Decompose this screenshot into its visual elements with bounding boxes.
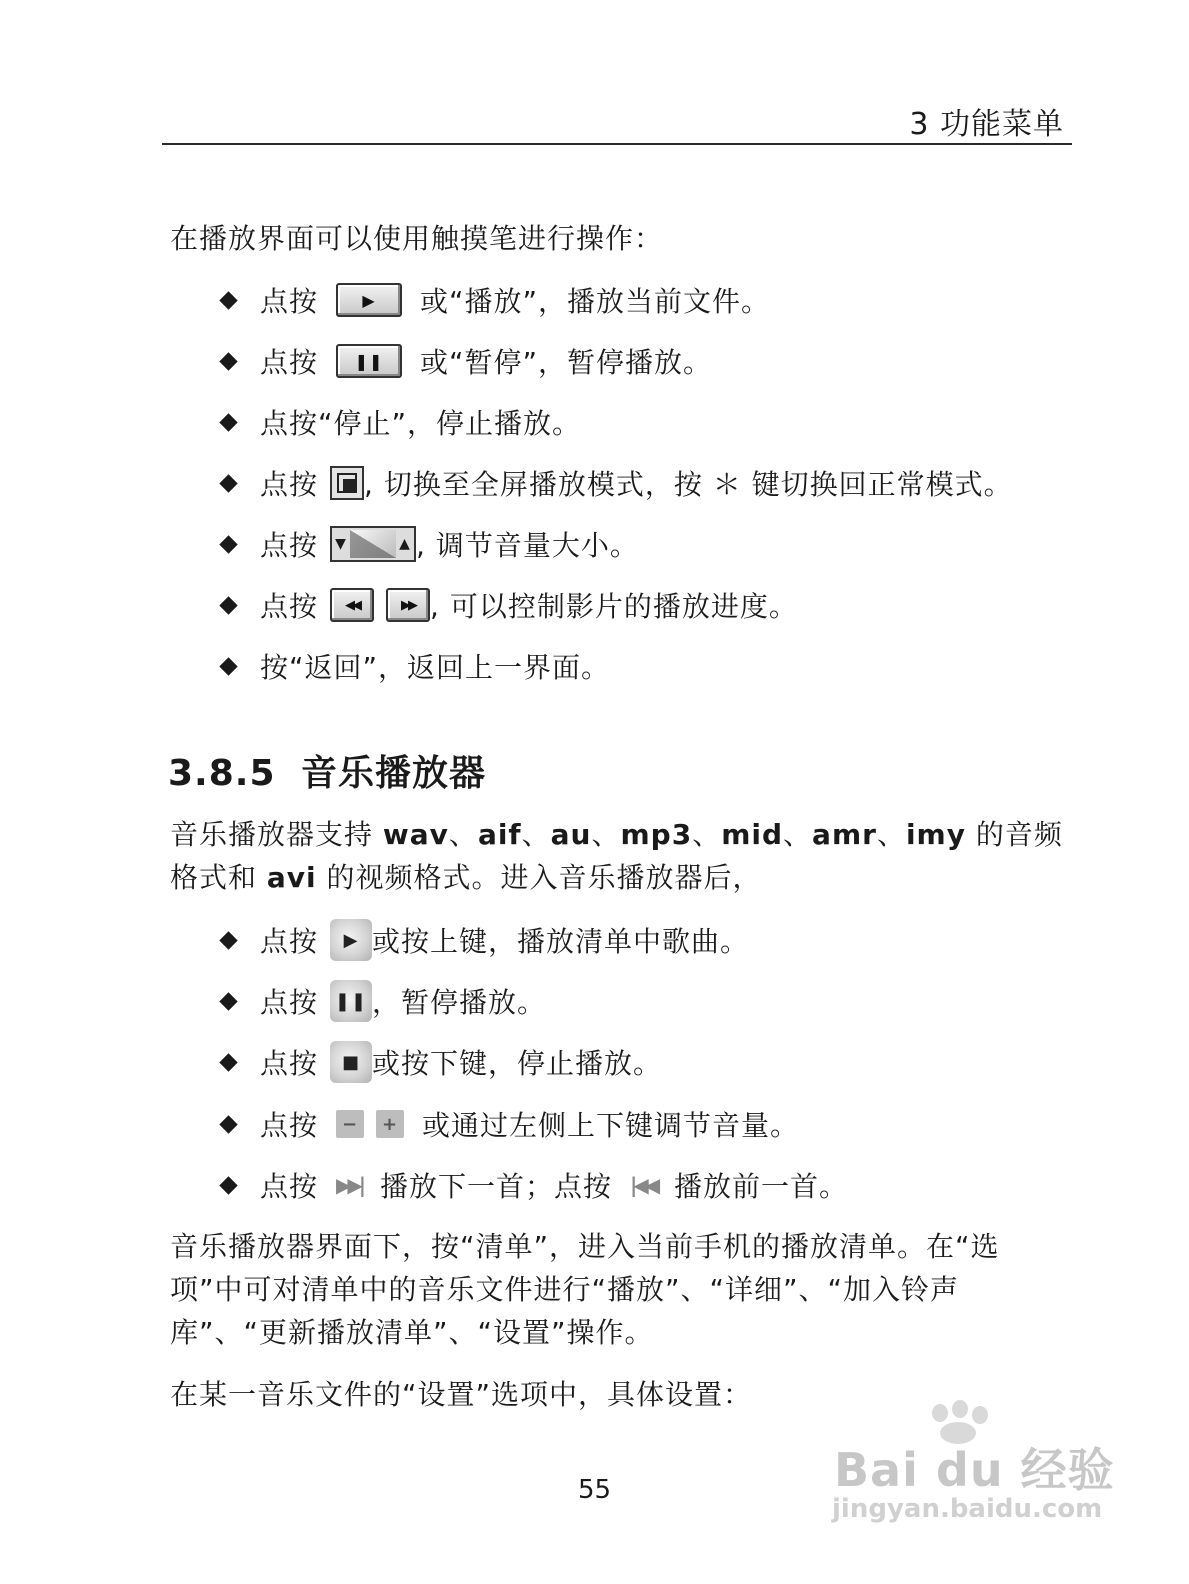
pause-button-icon: ❚❚	[336, 344, 402, 378]
diamond-bullet-icon	[219, 535, 237, 553]
bullet-post: , 调节音量大小。	[416, 529, 639, 562]
playlist-paragraph: 音乐播放器界面下，按“清单”，进入当前手机的播放清单。在“选项”中可对清单中的音乐文件进行“播放”、“详细”、“加入铃声库”、“更新播放清单”、“设置”操作。	[170, 1230, 1000, 1349]
separator: 、	[692, 818, 722, 851]
bullet-pre: 按“返回”，返回上一界面。	[260, 651, 611, 684]
previous-track-icon: |◀◀	[630, 1173, 657, 1197]
diamond-bullet-icon	[219, 352, 237, 370]
bullet-pre: 点按“停止”，停止播放。	[260, 407, 582, 440]
bullet-back	[222, 644, 610, 688]
diamond-bullet-icon	[219, 992, 237, 1010]
bullet-play	[222, 278, 770, 322]
bullet-music-pause	[222, 979, 546, 1023]
bullet-pre: 点按	[260, 468, 319, 501]
bullet-post: ，暂停播放。	[372, 986, 547, 1019]
running-header	[162, 95, 1072, 145]
bullet-post: 或按上键，播放清单中歌曲。	[372, 925, 750, 958]
bullet-post: 播放前一首。	[674, 1170, 849, 1203]
intro-text-3: 的视频格式。进入音乐播放器后，	[316, 861, 762, 894]
intro-text: 在播放界面可以使用触摸笔进行操作：	[170, 222, 664, 255]
bullet-music-skip	[222, 1163, 848, 1207]
bullet-pre: 点按	[260, 590, 319, 623]
diamond-bullet-icon	[219, 1053, 237, 1071]
bullet-pre: 点按	[260, 346, 319, 379]
play-button-icon: ▶	[336, 283, 402, 317]
bullet-pre: 点按	[260, 1109, 319, 1142]
bullet-pre: 点按	[260, 529, 319, 562]
section-title: 音乐播放器	[301, 753, 487, 794]
intro-text-1: 音乐播放器支持	[170, 818, 383, 851]
bullet-fullscreen	[222, 461, 1013, 505]
music-intro	[170, 813, 1070, 899]
diamond-bullet-icon	[219, 596, 237, 614]
bullet-post: 或“暂停”，暂停播放。	[420, 346, 713, 379]
section-number: 3.8.5	[168, 753, 276, 794]
watermark-url: jingyan.baidu.com	[832, 1494, 1103, 1524]
format-mid: mid	[721, 818, 784, 851]
volume-down-icon: −	[336, 1110, 364, 1138]
bullet-post: , 切换至全屏播放模式，按 ＊ 键切换回正常模式。	[364, 468, 1013, 501]
bullet-post: , 可以控制影片的播放进度。	[430, 590, 798, 623]
bullet-post: 或通过左侧上下键调节音量。	[422, 1109, 800, 1142]
volume-up-icon: +	[376, 1110, 404, 1138]
bullet-volume	[222, 522, 639, 566]
separator: 、	[521, 818, 551, 851]
format-aif: aif	[477, 818, 522, 851]
bullet-stop	[222, 400, 581, 444]
format-mp3: mp3	[620, 818, 693, 851]
format-imy: imy	[905, 818, 966, 851]
bullet-pre: 点按	[260, 1170, 319, 1203]
bullet-pre: 点按	[260, 285, 319, 318]
diamond-bullet-icon	[219, 657, 237, 675]
bullet-seek	[222, 583, 798, 627]
fast-forward-icon: ▶▶	[386, 588, 430, 622]
header-title: 3 功能菜单	[909, 107, 1064, 142]
next-track-icon: ▶▶|	[336, 1173, 363, 1197]
diamond-bullet-icon	[219, 1176, 237, 1194]
diamond-bullet-icon	[219, 931, 237, 949]
separator: 、	[876, 818, 906, 851]
bullet-pre: 点按	[260, 1047, 319, 1080]
bullet-mid: 播放下一首；点按	[380, 1170, 613, 1203]
volume-slider-icon: ▼ ▲	[330, 526, 416, 562]
bullet-pre: 点按	[260, 986, 319, 1019]
watermark-logo: Bai du 经验	[834, 1443, 1115, 1497]
format-amr: amr	[812, 818, 877, 851]
rewind-icon: ◀◀	[330, 588, 374, 622]
separator: 、	[448, 818, 478, 851]
bullet-pause	[222, 339, 712, 383]
diamond-bullet-icon	[219, 474, 237, 492]
bullet-post: 或按下键，停止播放。	[372, 1047, 663, 1080]
bullet-post: 或“播放”，播放当前文件。	[420, 285, 771, 318]
format-au: au	[550, 818, 592, 851]
music-pause-icon: ❚❚	[330, 980, 372, 1022]
baidu-watermark	[820, 1400, 1120, 1540]
separator: 、	[783, 818, 813, 851]
bullet-pre: 点按	[260, 925, 319, 958]
music-play-icon: ▶	[330, 919, 372, 961]
intro-text-2: 的音频格式和	[170, 818, 1063, 894]
settings-paragraph: 在某一音乐文件的“设置”选项中，具体设置：	[170, 1378, 753, 1411]
music-stop-icon: ■	[330, 1041, 372, 1083]
format-avi: avi	[266, 861, 317, 894]
format-wav: wav	[382, 818, 449, 851]
fullscreen-icon	[330, 466, 364, 500]
section-heading	[168, 745, 486, 796]
bullet-music-volume	[222, 1102, 799, 1146]
diamond-bullet-icon	[219, 413, 237, 431]
page-number: 55	[577, 1475, 612, 1505]
diamond-bullet-icon	[219, 1115, 237, 1133]
bullet-music-play	[222, 918, 749, 962]
diamond-bullet-icon	[219, 291, 237, 309]
bullet-music-stop	[222, 1040, 662, 1084]
separator: 、	[591, 818, 621, 851]
